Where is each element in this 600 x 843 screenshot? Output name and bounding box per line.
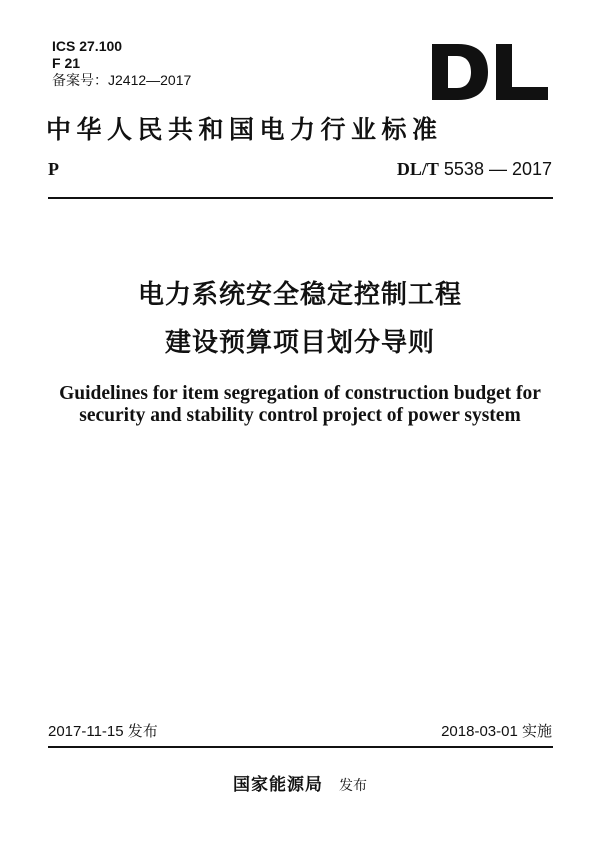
standard-number-prefix: DL/T xyxy=(396,159,439,179)
logo-letter-d xyxy=(432,44,488,100)
standard-title: 中华人民共和国电力行业标准 xyxy=(46,115,443,144)
document-title-cn-line1: 电力系统安全稳定控制工程 xyxy=(137,280,462,310)
publisher-name: 国家能源局 xyxy=(233,775,323,795)
category-letter: P xyxy=(48,159,59,179)
implementation-date-label: 实施 xyxy=(521,722,552,740)
document-title-en-line2: security and stability control project of power system xyxy=(79,405,521,426)
publisher-line xyxy=(0,774,600,797)
implementation-date xyxy=(441,721,552,742)
issue-date-value: 2017-11-15 xyxy=(48,723,124,740)
standard-number xyxy=(397,158,552,180)
publish-label: 发布 xyxy=(339,778,367,794)
issue-date-label: 发布 xyxy=(127,722,158,740)
implementation-date-value: 2018-03-01 xyxy=(441,723,518,740)
top-divider xyxy=(48,197,553,199)
document-title-en-line1: Guidelines for item segregation of construction budget for xyxy=(59,383,541,404)
record-number xyxy=(52,72,191,88)
issue-date xyxy=(48,721,158,742)
bottom-divider xyxy=(48,746,553,748)
record-label: 备案号： xyxy=(52,72,108,88)
ics-code: ICS 27.100 xyxy=(52,38,123,54)
classification-code: F 21 xyxy=(52,55,81,71)
document-title-cn-line2: 建设预算项目划分导则 xyxy=(164,328,435,358)
record-value: J2412—2017 xyxy=(108,72,192,88)
standard-number-value: 5538 — 2017 xyxy=(443,159,552,179)
dl-logo xyxy=(432,44,548,100)
logo-letter-l xyxy=(496,44,548,100)
